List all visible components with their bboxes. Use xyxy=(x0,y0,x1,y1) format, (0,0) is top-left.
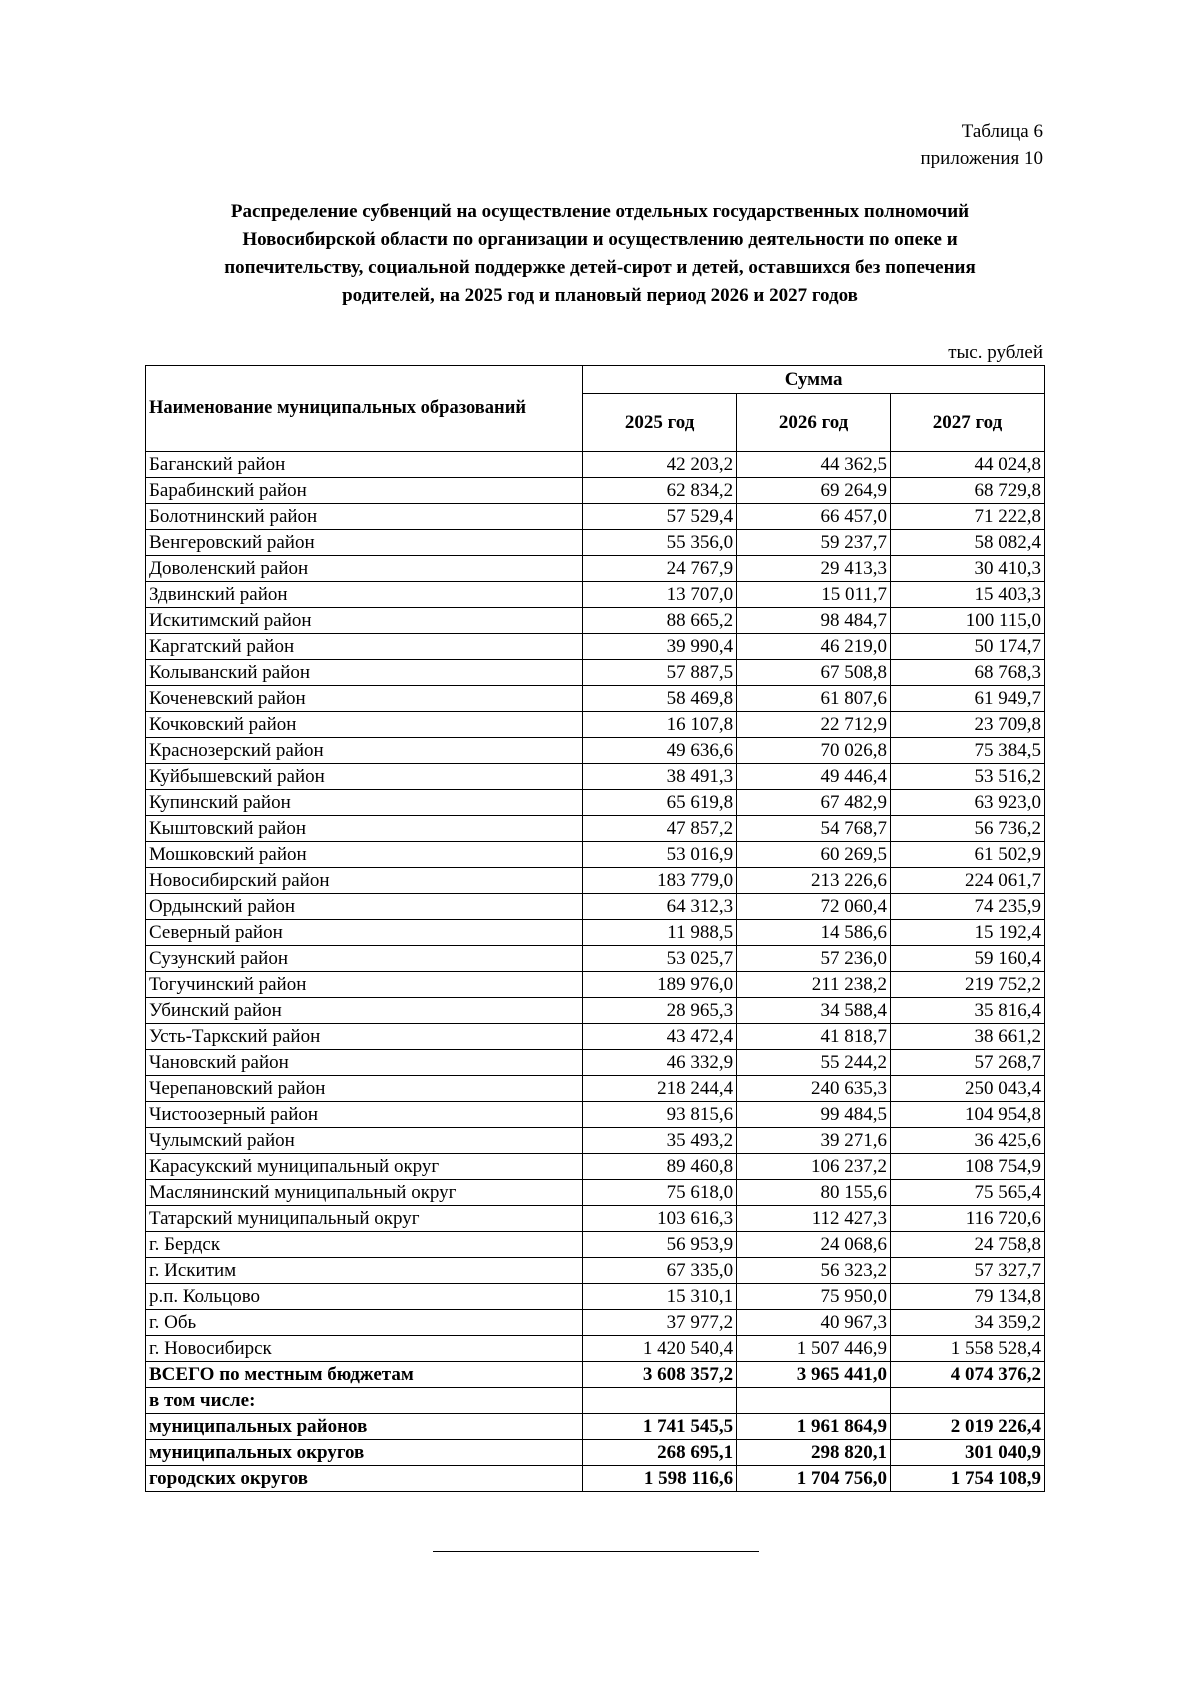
municipality-name-cell: муниципальных округов xyxy=(146,1440,583,1466)
value-2025-cell: 28 965,3 xyxy=(583,998,737,1024)
subvention-table xyxy=(145,365,1045,1492)
table-row xyxy=(146,1206,1045,1232)
value-2027-cell: 224 061,7 xyxy=(891,868,1045,894)
value-2026-cell: 240 635,3 xyxy=(737,1076,891,1102)
value-2027-cell: 58 082,4 xyxy=(891,530,1045,556)
summary-row xyxy=(146,1414,1045,1440)
value-2026-cell: 34 588,4 xyxy=(737,998,891,1024)
value-2027-cell: 57 327,7 xyxy=(891,1258,1045,1284)
value-2027-cell: 68 768,3 xyxy=(891,660,1045,686)
table-row xyxy=(146,660,1045,686)
table-row xyxy=(146,634,1045,660)
value-2025-cell: 47 857,2 xyxy=(583,816,737,842)
value-2027-cell: 74 235,9 xyxy=(891,894,1045,920)
value-2026-cell: 22 712,9 xyxy=(737,712,891,738)
value-2027-cell: 61 949,7 xyxy=(891,686,1045,712)
value-2027-cell: 219 752,2 xyxy=(891,972,1045,998)
value-2025-cell: 218 244,4 xyxy=(583,1076,737,1102)
value-2026-cell: 69 264,9 xyxy=(737,478,891,504)
title-line: Распределение субвенций на осуществление отдельных государственных полномочий xyxy=(230,201,970,222)
summary-row xyxy=(146,1388,1045,1414)
value-2025-cell xyxy=(583,1388,737,1414)
municipality-name-cell: Каргатский район xyxy=(146,634,583,660)
table-row xyxy=(146,1258,1045,1284)
value-2026-cell: 1 507 446,9 xyxy=(737,1336,891,1362)
table-row xyxy=(146,738,1045,764)
table-row xyxy=(146,556,1045,582)
municipality-name-cell: Ордынский район xyxy=(146,894,583,920)
value-2025-cell: 38 491,3 xyxy=(583,764,737,790)
municipality-name-cell: Чистоозерный район xyxy=(146,1102,583,1128)
value-2025-cell: 46 332,9 xyxy=(583,1050,737,1076)
value-2026-cell: 98 484,7 xyxy=(737,608,891,634)
municipality-name-cell: г. Искитим xyxy=(146,1258,583,1284)
value-2027-cell: 104 954,8 xyxy=(891,1102,1045,1128)
table-row xyxy=(146,530,1045,556)
value-2026-cell: 60 269,5 xyxy=(737,842,891,868)
table-row xyxy=(146,1232,1045,1258)
value-2026-cell: 14 586,6 xyxy=(737,920,891,946)
value-2026-cell: 55 244,2 xyxy=(737,1050,891,1076)
municipality-name-cell: Болотнинский район xyxy=(146,504,583,530)
value-2027-cell: 57 268,7 xyxy=(891,1050,1045,1076)
value-2025-cell: 103 616,3 xyxy=(583,1206,737,1232)
value-2026-cell: 3 965 441,0 xyxy=(737,1362,891,1388)
table-row xyxy=(146,712,1045,738)
value-2025-cell: 58 469,8 xyxy=(583,686,737,712)
table-row xyxy=(146,1336,1045,1362)
table-row xyxy=(146,998,1045,1024)
value-2027-cell: 4 074 376,2 xyxy=(891,1362,1045,1388)
value-2027-cell: 100 115,0 xyxy=(891,608,1045,634)
municipality-name-cell: Купинский район xyxy=(146,790,583,816)
value-2026-cell: 298 820,1 xyxy=(737,1440,891,1466)
municipality-name-cell: Кочковский район xyxy=(146,712,583,738)
value-2025-cell: 93 815,6 xyxy=(583,1102,737,1128)
value-2026-cell: 29 413,3 xyxy=(737,556,891,582)
value-2026-cell: 213 226,6 xyxy=(737,868,891,894)
table-row xyxy=(146,478,1045,504)
value-2026-cell: 67 482,9 xyxy=(737,790,891,816)
value-2026-cell: 40 967,3 xyxy=(737,1310,891,1336)
municipality-name-cell: г. Бердск xyxy=(146,1232,583,1258)
value-2026-cell xyxy=(737,1388,891,1414)
municipality-name-cell: Маслянинский муниципальный округ xyxy=(146,1180,583,1206)
value-2025-cell: 43 472,4 xyxy=(583,1024,737,1050)
municipality-name-cell: р.п. Кольцово xyxy=(146,1284,583,1310)
document-title xyxy=(150,198,1050,310)
value-2025-cell: 89 460,8 xyxy=(583,1154,737,1180)
value-2026-cell: 24 068,6 xyxy=(737,1232,891,1258)
value-2026-cell: 49 446,4 xyxy=(737,764,891,790)
value-2027-cell: 1 558 528,4 xyxy=(891,1336,1045,1362)
value-2025-cell: 64 312,3 xyxy=(583,894,737,920)
table-row xyxy=(146,972,1045,998)
municipality-name-cell: Татарский муниципальный округ xyxy=(146,1206,583,1232)
summary-row xyxy=(146,1440,1045,1466)
municipality-name-cell: Венгеровский район xyxy=(146,530,583,556)
value-2026-cell: 39 271,6 xyxy=(737,1128,891,1154)
sum-column-header: Сумма xyxy=(583,366,1045,394)
municipality-name-cell: Куйбышевский район xyxy=(146,764,583,790)
municipality-name-cell: Сузунский район xyxy=(146,946,583,972)
value-2027-cell: 68 729,8 xyxy=(891,478,1045,504)
value-2026-cell: 1 961 864,9 xyxy=(737,1414,891,1440)
table-row xyxy=(146,1050,1045,1076)
value-2026-cell: 59 237,7 xyxy=(737,530,891,556)
value-2026-cell: 56 323,2 xyxy=(737,1258,891,1284)
table-row xyxy=(146,790,1045,816)
table-row xyxy=(146,1154,1045,1180)
value-2025-cell: 1 420 540,4 xyxy=(583,1336,737,1362)
municipality-name-cell: Здвинский район xyxy=(146,582,583,608)
table-row xyxy=(146,946,1045,972)
table-row xyxy=(146,608,1045,634)
municipality-name-cell: муниципальных районов xyxy=(146,1414,583,1440)
municipality-name-cell: Усть-Таркский район xyxy=(146,1024,583,1050)
value-2026-cell: 72 060,4 xyxy=(737,894,891,920)
value-2025-cell: 189 976,0 xyxy=(583,972,737,998)
value-2025-cell: 39 990,4 xyxy=(583,634,737,660)
value-2026-cell: 70 026,8 xyxy=(737,738,891,764)
table-row xyxy=(146,504,1045,530)
value-2025-cell: 24 767,9 xyxy=(583,556,737,582)
title-line: Новосибирской области по организации и осуществлению деятельности по опеке и xyxy=(242,229,958,250)
table-row xyxy=(146,582,1045,608)
value-2027-cell: 56 736,2 xyxy=(891,816,1045,842)
value-2025-cell: 88 665,2 xyxy=(583,608,737,634)
municipality-name-cell: Краснозерский район xyxy=(146,738,583,764)
municipality-name-cell: Карасукский муниципальный округ xyxy=(146,1154,583,1180)
value-2025-cell: 57 529,4 xyxy=(583,504,737,530)
table-row xyxy=(146,1076,1045,1102)
end-of-document-line xyxy=(433,1551,759,1552)
municipality-name-cell: Чулымский район xyxy=(146,1128,583,1154)
value-2027-cell: 15 403,3 xyxy=(891,582,1045,608)
title-line: попечительству, социальной поддержке детей-сирот и детей, оставшихся без попечения xyxy=(224,257,976,278)
value-2025-cell: 75 618,0 xyxy=(583,1180,737,1206)
value-2025-cell: 67 335,0 xyxy=(583,1258,737,1284)
value-2027-cell: 15 192,4 xyxy=(891,920,1045,946)
value-2026-cell: 67 508,8 xyxy=(737,660,891,686)
value-2025-cell: 16 107,8 xyxy=(583,712,737,738)
value-2027-cell: 301 040,9 xyxy=(891,1440,1045,1466)
value-2027-cell: 23 709,8 xyxy=(891,712,1045,738)
value-2027-cell: 24 758,8 xyxy=(891,1232,1045,1258)
municipality-name-cell: Тогучинский район xyxy=(146,972,583,998)
table-row xyxy=(146,894,1045,920)
value-2026-cell: 112 427,3 xyxy=(737,1206,891,1232)
table-row xyxy=(146,1284,1045,1310)
value-2027-cell: 50 174,7 xyxy=(891,634,1045,660)
value-2027-cell: 34 359,2 xyxy=(891,1310,1045,1336)
table-row xyxy=(146,816,1045,842)
municipality-name-cell: Коченевский район xyxy=(146,686,583,712)
municipality-name-cell: Чановский район xyxy=(146,1050,583,1076)
table-row xyxy=(146,452,1045,478)
value-2027-cell: 44 024,8 xyxy=(891,452,1045,478)
value-2026-cell: 15 011,7 xyxy=(737,582,891,608)
value-2027-cell: 61 502,9 xyxy=(891,842,1045,868)
value-2026-cell: 57 236,0 xyxy=(737,946,891,972)
value-2025-cell: 15 310,1 xyxy=(583,1284,737,1310)
value-2025-cell: 53 025,7 xyxy=(583,946,737,972)
value-2026-cell: 61 807,6 xyxy=(737,686,891,712)
municipality-name-cell: Искитимский район xyxy=(146,608,583,634)
municipality-name-cell: Баганский район xyxy=(146,452,583,478)
municipality-name-cell: г. Обь xyxy=(146,1310,583,1336)
value-2027-cell: 2 019 226,4 xyxy=(891,1414,1045,1440)
value-2025-cell: 268 695,1 xyxy=(583,1440,737,1466)
appendix-number: приложения 10 xyxy=(920,148,1043,169)
table-row xyxy=(146,1128,1045,1154)
value-2025-cell: 53 016,9 xyxy=(583,842,737,868)
value-2025-cell: 57 887,5 xyxy=(583,660,737,686)
value-2025-cell: 11 988,5 xyxy=(583,920,737,946)
value-2026-cell: 1 704 756,0 xyxy=(737,1466,891,1492)
value-2027-cell: 116 720,6 xyxy=(891,1206,1045,1232)
municipality-name-cell: в том числе: xyxy=(146,1388,583,1414)
value-2027-cell: 250 043,4 xyxy=(891,1076,1045,1102)
year-2027-header: 2027 год xyxy=(891,394,1045,452)
value-2025-cell: 13 707,0 xyxy=(583,582,737,608)
value-2026-cell: 41 818,7 xyxy=(737,1024,891,1050)
value-2025-cell: 55 356,0 xyxy=(583,530,737,556)
table-number: Таблица 6 xyxy=(961,121,1043,142)
municipality-name-cell: ВСЕГО по местным бюджетам xyxy=(146,1362,583,1388)
value-2027-cell: 63 923,0 xyxy=(891,790,1045,816)
table-row xyxy=(146,1180,1045,1206)
value-2027-cell: 53 516,2 xyxy=(891,764,1045,790)
value-2026-cell: 99 484,5 xyxy=(737,1102,891,1128)
municipality-name-cell: г. Новосибирск xyxy=(146,1336,583,1362)
value-2025-cell: 3 608 357,2 xyxy=(583,1362,737,1388)
value-2025-cell: 56 953,9 xyxy=(583,1232,737,1258)
table-row xyxy=(146,868,1045,894)
municipality-name-cell: Черепановский район xyxy=(146,1076,583,1102)
value-2026-cell: 75 950,0 xyxy=(737,1284,891,1310)
value-2026-cell: 66 457,0 xyxy=(737,504,891,530)
table-row xyxy=(146,764,1045,790)
value-2026-cell: 44 362,5 xyxy=(737,452,891,478)
value-2026-cell: 46 219,0 xyxy=(737,634,891,660)
value-2027-cell: 59 160,4 xyxy=(891,946,1045,972)
value-2025-cell: 62 834,2 xyxy=(583,478,737,504)
value-2027-cell: 30 410,3 xyxy=(891,556,1045,582)
value-2026-cell: 211 238,2 xyxy=(737,972,891,998)
municipality-name-cell: Колыванский район xyxy=(146,660,583,686)
table-row xyxy=(146,686,1045,712)
municipality-name-cell: Северный район xyxy=(146,920,583,946)
value-2026-cell: 80 155,6 xyxy=(737,1180,891,1206)
year-2025-header: 2025 год xyxy=(583,394,737,452)
value-2027-cell: 108 754,9 xyxy=(891,1154,1045,1180)
municipality-name-cell: Новосибирский район xyxy=(146,868,583,894)
municipality-column-header: Наименование муниципальных образований xyxy=(146,366,583,452)
value-2025-cell: 49 636,6 xyxy=(583,738,737,764)
value-2027-cell: 79 134,8 xyxy=(891,1284,1045,1310)
value-2025-cell: 42 203,2 xyxy=(583,452,737,478)
value-2025-cell: 65 619,8 xyxy=(583,790,737,816)
table-row xyxy=(146,1310,1045,1336)
units-label: тыс. рублей xyxy=(948,342,1043,363)
table-row xyxy=(146,1024,1045,1050)
table-row xyxy=(146,1102,1045,1128)
value-2025-cell: 1 598 116,6 xyxy=(583,1466,737,1492)
municipality-name-cell: Мошковский район xyxy=(146,842,583,868)
value-2025-cell: 183 779,0 xyxy=(583,868,737,894)
value-2027-cell: 1 754 108,9 xyxy=(891,1466,1045,1492)
value-2027-cell: 71 222,8 xyxy=(891,504,1045,530)
year-2026-header: 2026 год xyxy=(737,394,891,452)
value-2025-cell: 1 741 545,5 xyxy=(583,1414,737,1440)
municipality-name-cell: Доволенский район xyxy=(146,556,583,582)
value-2026-cell: 54 768,7 xyxy=(737,816,891,842)
value-2027-cell: 75 384,5 xyxy=(891,738,1045,764)
value-2027-cell: 75 565,4 xyxy=(891,1180,1045,1206)
municipality-name-cell: Кыштовский район xyxy=(146,816,583,842)
table-reference xyxy=(921,118,1043,172)
value-2027-cell: 36 425,6 xyxy=(891,1128,1045,1154)
value-2027-cell: 38 661,2 xyxy=(891,1024,1045,1050)
municipality-name-cell: Барабинский район xyxy=(146,478,583,504)
municipality-name-cell: Убинский район xyxy=(146,998,583,1024)
value-2025-cell: 35 493,2 xyxy=(583,1128,737,1154)
summary-row xyxy=(146,1362,1045,1388)
value-2025-cell: 37 977,2 xyxy=(583,1310,737,1336)
value-2027-cell xyxy=(891,1388,1045,1414)
title-line: родителей, на 2025 год и плановый период 2026 и 2027 годов xyxy=(342,285,858,306)
table-row xyxy=(146,842,1045,868)
value-2026-cell: 106 237,2 xyxy=(737,1154,891,1180)
value-2027-cell: 35 816,4 xyxy=(891,998,1045,1024)
municipality-name-cell: городских округов xyxy=(146,1466,583,1492)
summary-row xyxy=(146,1466,1045,1492)
table-row xyxy=(146,920,1045,946)
